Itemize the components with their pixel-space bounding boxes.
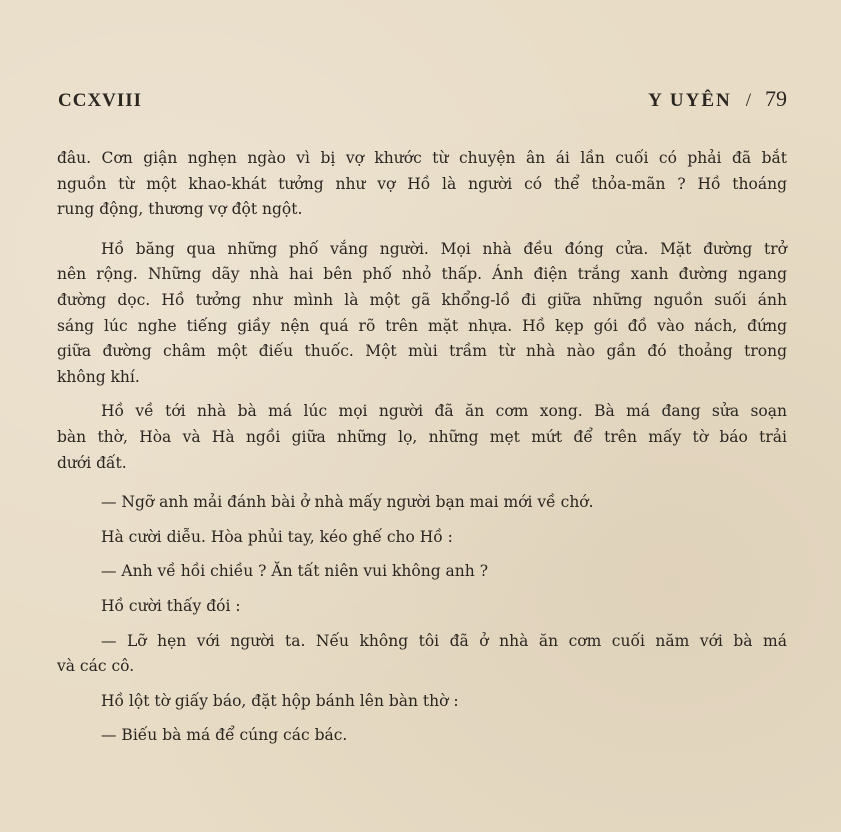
text-line: nguồn từ một khao-khát tưởng như vợ Hồ là người có thể thỏa-mãn ? Hồ thoáng	[57, 174, 787, 193]
page-number: 79	[765, 86, 787, 111]
paragraph	[57, 399, 787, 476]
running-title: Y UYÊN	[648, 90, 732, 111]
text-line: rung động, thương vợ đột ngột.	[57, 200, 303, 219]
text-line: — Lỡ hẹn với người ta. Nếu không tôi đã ở nhà ăn cơm cuối năm với bà má	[101, 631, 787, 650]
paragraph	[57, 525, 787, 551]
dialogue-line	[57, 629, 787, 680]
text-line: bàn thờ, Hòa và Hà ngồi giữa những lọ, những mẹt mứt để trên mấy tờ báo trải	[57, 427, 787, 446]
text-line: Hồ về tới nhà bà má lúc mọi người đã ăn cơm xong. Bà má đang sửa soạn	[101, 402, 787, 421]
text-line: Hồ lột tờ giấy báo, đặt hộp bánh lên bàn thờ :	[101, 691, 459, 710]
text-line: và các cô.	[57, 657, 135, 676]
text-line: sáng lúc nghe tiếng giầy nện quá rõ trên mặt nhựa. Hồ kẹp gói đồ vào nách, đứng	[57, 316, 787, 335]
text-line: giữa đường châm một điếu thuốc. Một mùi trầm từ nhà nào gần đó thoảng trong	[57, 342, 787, 361]
header-separator: /	[745, 90, 753, 111]
paragraph	[57, 146, 787, 223]
text-line: dưới đất.	[57, 453, 127, 472]
text-line: — Ngỡ anh mải đánh bài ở nhà mấy người bạn mai mới về chớ.	[101, 493, 594, 512]
page-header	[58, 86, 787, 116]
text-line: Hồ băng qua những phố vắng người. Mọi nhà đều đóng cửa. Mặt đường trở	[101, 239, 787, 258]
text-line: — Anh về hồi chiều ? Ăn tất niên vui không anh ?	[101, 562, 489, 581]
text-line: đường dọc. Hồ tưởng như mình là một gã khổng-lồ đi giữa những nguồn suối ánh	[57, 290, 787, 309]
text-line: đâu. Cơn giận nghẹn ngào vì bị vợ khước từ chuyện ân ái lần cuối có phải đã bắt	[57, 149, 787, 167]
body-text	[57, 146, 787, 749]
text-line: — Biếu bà má để cúng các bác.	[101, 726, 348, 745]
running-head	[648, 86, 787, 112]
chapter-label: CCXVIII	[58, 90, 143, 111]
text-line: nên rộng. Những dãy nhà hai bên phố nhỏ thấp. Ánh điện trắng xanh đường ngang	[57, 265, 787, 284]
paragraph	[57, 237, 787, 391]
text-line: Hồ cười thấy đói :	[101, 596, 241, 615]
text-line: Hà cười diễu. Hòa phủi tay, kéo ghế cho Hồ :	[101, 527, 453, 546]
text-line: không khí.	[57, 367, 140, 386]
dialogue-line	[57, 559, 787, 585]
dialogue-line	[57, 490, 787, 516]
dialogue-line	[57, 723, 787, 749]
paragraph	[57, 689, 787, 715]
paragraph	[57, 594, 787, 620]
